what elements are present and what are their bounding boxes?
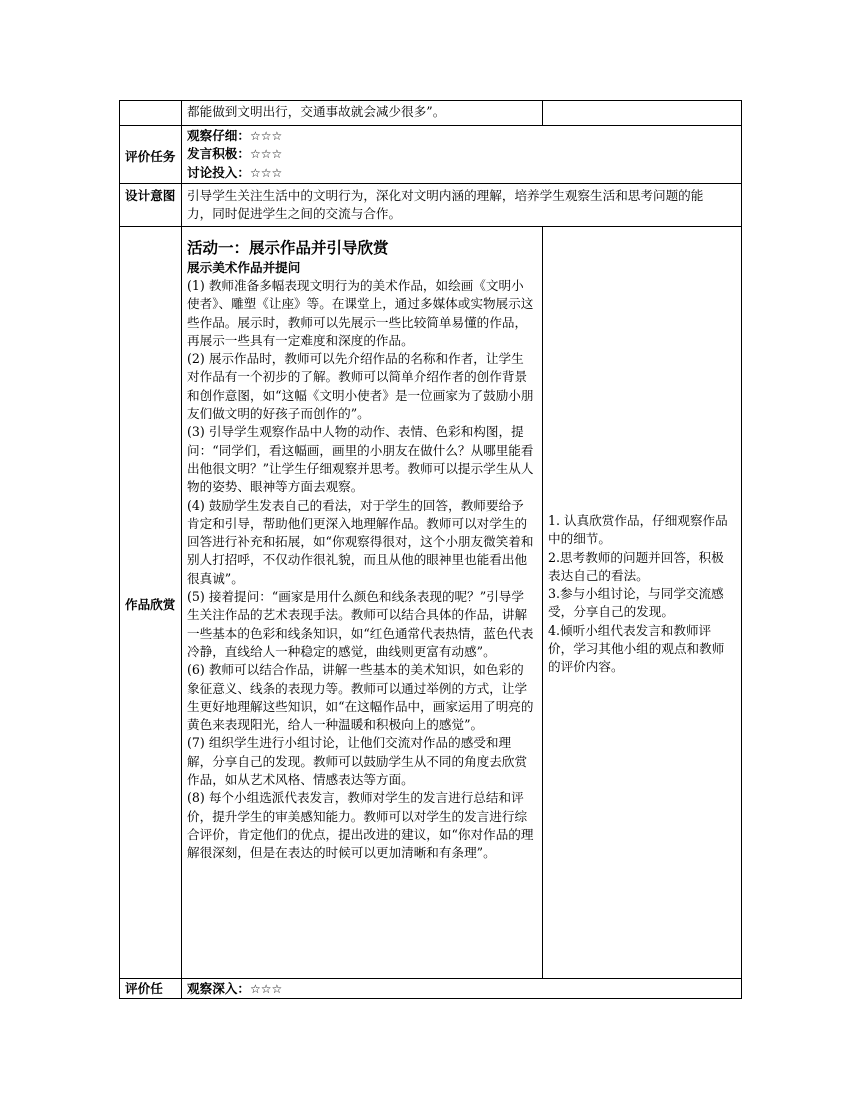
paragraph: (8) 每个小组选派代表发言，教师对学生的发言进行总结和评价，提升学生的审美感知能力。教师可以对学生的发言进行综合评价，肯定他们的优点，提出改进的建议，如“你对作品的理解很深刻，但是在表达的时候可以更加清晰和有条理”。 [187, 790, 534, 861]
evaluation-label: 评价任务 [120, 126, 182, 184]
table-row-continuation [120, 101, 742, 126]
rating-stars: ☆☆☆ [249, 147, 283, 162]
lesson-plan-table [119, 100, 742, 999]
evaluation-item [187, 145, 736, 163]
paragraph: (4) 鼓励学生发表自己的看法，对于学生的回答，教师要给予肯定和引导，帮助他们更深入地理解作品。教师可以对学生的回答进行补充和拓展，如“你观察得很对，这个小朋友微笑着和别人打招呼，不仅动作很礼貌，而且从他的眼神里也能看出他很真诚”。 [187, 497, 534, 586]
list-item: 3.参与小组讨论，与同学交流感受，分享自己的发现。 [548, 586, 724, 620]
paragraph: (1) 教师准备多幅表现文明行为的美术作品，如绘画《文明小使者》、雕塑《让座》等。在课堂上，通过多媒体或实物展示这些作品。展示时，教师可以先展示一些比较简单易懂的作品，再展示一些具有一定难度和深度的作品。 [187, 278, 534, 348]
design-text: 引导学生关注生活中的文明行为，深化对文明内涵的理解，培养学生观察生活和思考问题的能力，同时促进学生之间的交流与合作。 [182, 184, 742, 227]
continuation-right-empty [543, 101, 742, 126]
evaluation-item [187, 127, 736, 145]
list-item: 2.思考教师的问题并回答，积极表达自己的看法。 [548, 549, 724, 583]
evaluation-item-name: 讨论投入： [187, 164, 250, 180]
evaluation-item [187, 164, 736, 182]
paragraph: (5) 接着提问：“画家是用什么颜色和线条表现的呢？”引导学生关注作品的艺术表现手法。教师可以结合具体的作品，讲解一些基本的色彩和线条知识，如“红色通常代表热情，蓝色代表冷静，直线给人一种稳定的感觉，曲线则更富有动感”。 [187, 589, 534, 659]
rating-stars: ☆☆☆ [249, 982, 283, 996]
evaluation-item-name: 观察深入： [187, 981, 250, 996]
rating-stars: ☆☆☆ [249, 165, 283, 180]
student-activity-list [548, 512, 736, 677]
continuation-text: 都能做到文明出行，交通事故就会减少很多”。 [182, 101, 543, 126]
table-row-evaluation [120, 126, 742, 184]
evaluation-item-name: 发言积极： [187, 146, 250, 162]
paragraph: (7) 组织学生进行小组讨论，让他们交流对作品的感受和理解，分享自己的发现。教师可以鼓励学生从不同的角度去欣赏作品，如从艺术风格、情感表达等方面。 [187, 735, 528, 788]
label-cell-empty [120, 101, 182, 126]
evaluation-item-name: 观察仔细： [187, 128, 250, 143]
evaluation-label-2: 评价任 [120, 979, 182, 999]
evaluation-items [182, 126, 742, 184]
list-item: 4.倾听小组代表发言和教师评价，学习其他小组的观点和教师的评价内容。 [548, 622, 725, 675]
paragraph: (3) 引导学生观察作品中人物的动作、表情、色彩和构图，提问：“同学们，看这幅画，画里的小朋友在做什么？从哪里能看出他很文明？”让学生仔细观察并思考。教师可以提示学生从人物的姿势、眼神等方面去观察。 [187, 424, 534, 495]
table-row-design [120, 184, 742, 227]
paragraph: (2) 展示作品时，教师可以先介绍作品的名称和作者，让学生对作品有一个初步的了解。教师可以简单介绍作者的创作背景和创作意图，如“这幅《文明小使者》是一位画家为了鼓励小朋友们做文明的好孩子而创作的”。 [187, 351, 534, 422]
design-label: 设计意图 [120, 184, 182, 227]
appreciation-label: 作品欣赏 [120, 227, 182, 979]
activity-subtitle: 展示美术作品并提问 [187, 260, 301, 275]
appreciation-content [182, 227, 543, 979]
activity-title: 活动一：展示作品并引导欣赏 [187, 239, 389, 257]
table-row-appreciation [120, 227, 742, 979]
list-item: 1. 认真欣赏作品，仔细观察作品中的细节。 [548, 513, 728, 547]
student-activities [543, 227, 742, 979]
table-row-evaluation-2 [120, 979, 742, 999]
rating-stars: ☆☆☆ [249, 129, 283, 143]
evaluation-items-2 [182, 979, 742, 999]
paragraph: (6) 教师可以结合作品，讲解一些基本的美术知识，如色彩的象征意义、线条的表现力等。教师可以通过举例的方式，让学生更好地理解这些知识，如“在这幅作品中，画家运用了明亮的黄色来表现阳光，给人一种温暖和积极向上的感觉”。 [187, 662, 534, 733]
